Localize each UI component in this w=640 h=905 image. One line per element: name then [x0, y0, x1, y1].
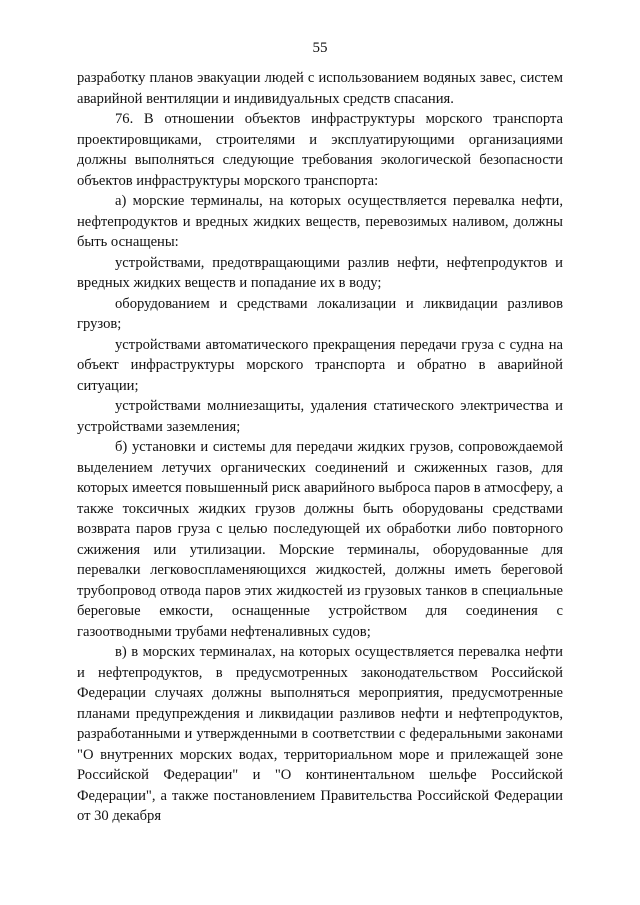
paragraph-76-intro: 76. В отношении объектов инфраструктуры морского транспорта проектировщиками, строителями и эксплуатирующими организациями должны выполняться следующие требования экологической безопасности объектов инфраструктуры морского транспорта:	[77, 111, 563, 189]
paragraph-lightning-protection: устройствами молниезащиты, удаления статического электричества и устройствами заземления;	[77, 398, 563, 435]
paragraph-spill-prevention: устройствами, предотвращающими разлив нефти, нефтепродуктов и вредных жидких веществ и попадание их в воду;	[77, 254, 563, 291]
paragraph-evacuation-plans: разработку планов эвакуации людей с использованием водяных завес, систем аварийной вентиляции и индивидуальных средств спасания.	[77, 70, 563, 107]
paragraph-localization-equipment: оборудованием и средствами локализации и ликвидации разливов грузов;	[77, 295, 563, 332]
paragraph-item-a: а) морские терминалы, на которых осуществляется перевалка нефти, нефтепродуктов и вредных жидких веществ, перевозимых наливом, должны быть оснащены:	[77, 193, 563, 250]
paragraph-item-b: б) установки и системы для передачи жидких грузов, сопровождаемой выделением летучих органических соединений и сжиженных газов, для которых имеется повышенный риск аварийного выброса паров в атмосферу, а также токсичных жидких грузов должны быть оборудованы средствами возврата паров груза с целью последующей их обработки либо повторного сжижения или утилизации. Морские терминалы, оборудованные для перевалки легковоспламеняющихся жидкостей, должны иметь береговой трубопровод отвода паров этих жидкостей из грузовых танков в специальные береговые емкости, оснащенные устройством для соединения с газоотводными трубами нефтеналивных судов;	[77, 439, 563, 640]
paragraph-auto-stop-devices: устройствами автоматического прекращения передачи груза с судна на объект инфраструктуры морского транспорта и обратно в аварийной ситуации;	[77, 336, 563, 394]
page-number: 55	[312, 40, 328, 56]
document-body	[77, 68, 563, 827]
paragraph-item-v: в) в морских терминалах, на которых осуществляется перевалка нефти и нефтепродуктов, в предусмотренных законодательством Российской Федерации случаях должны выполняться мероприятия, предусмотренные планами предупреждения и ликвидации разливов нефти и нефтепродуктов, разработанными и утвержденными в соответствии с федеральными законами "О внутренних морских водах, территориальном море и прилежащей зоне Российской Федерации" и "О континентальном шельфе Российской Федерации", а также постановлением Правительства Российской Федерации от 30 декабря	[77, 644, 563, 824]
